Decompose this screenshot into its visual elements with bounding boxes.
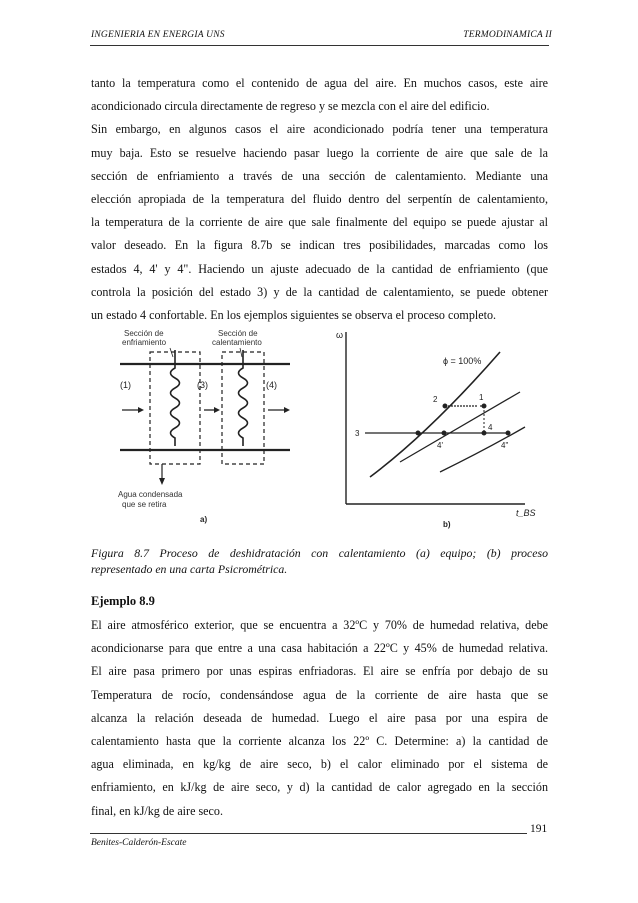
- header-rule: [90, 45, 549, 46]
- point-1-label: 1: [479, 393, 484, 402]
- figure-caption: [91, 545, 548, 577]
- page-number: 191: [530, 823, 548, 835]
- example-paragraph: [91, 614, 548, 823]
- example-line: final, en kJ/kg de aire seco.: [91, 803, 223, 818]
- intro-line: valor deseado. En la figura 8.7b se indican tres posibilidades, marcadas como los: [91, 238, 548, 253]
- intro-line: sección de enfriamiento a través de una sección de calentamiento. Mediante una: [91, 168, 548, 183]
- figure-8-7: [100, 322, 540, 532]
- example-line: El aire pasa primero por unas espiras enfriadoras. El aire se enfría por debajo de su: [91, 664, 548, 679]
- condensate-label-2: que se retira: [122, 500, 167, 509]
- intro-line: controla la posición del estado 3) y de la cantidad de calentamiento, se puede obtener: [91, 284, 548, 299]
- intro-line: la temperatura de la corriente de aire que sale finalmente del equipo se puede ajustar al: [91, 215, 548, 230]
- saturation-label: ϕ = 100%: [443, 356, 482, 366]
- point-4-label: 4: [488, 423, 493, 432]
- example-line: Temperatura de rocío, condensándose agua de la corriente de aire hasta que se: [91, 687, 548, 702]
- footer-rule: [90, 833, 527, 834]
- point-1: [482, 404, 486, 408]
- heating-section-label: Sección de: [218, 329, 258, 338]
- running-header-right: TERMODINAMICA II: [463, 30, 552, 40]
- state-4-label: (4): [266, 380, 277, 390]
- state-3-label: (3): [197, 380, 208, 390]
- example-title: Ejemplo 8.9: [91, 594, 155, 608]
- point-4-double-prime: [506, 431, 510, 435]
- point-4-double-prime-label: 4": [501, 441, 509, 450]
- footer-authors: Benites-Calderón-Escate: [91, 838, 187, 848]
- intro-line: muy baja. Esto se resuelve haciendo pasar luego la corriente de aire que sale de la: [91, 145, 548, 160]
- point-2: [443, 404, 447, 408]
- heating-section-label-2: calentamiento: [212, 338, 262, 347]
- y-axis-label: ω: [336, 330, 344, 340]
- condensate-arrow-icon: [159, 478, 165, 485]
- rh-curve: [400, 392, 520, 462]
- example-line: El aire atmosférico exterior, que se encuentra a 32ºC y 70% de humedad relativa, debe: [91, 618, 548, 632]
- intro-line: estados 4, 4' y 4". Haciendo un ajuste adecuado de la cantidad de enfriamiento (que: [91, 261, 548, 276]
- point-3-label: 3: [355, 429, 360, 438]
- caption-line: Figura 8.7 Proceso de deshidratación con calentamiento (a) equipo; (b) proceso: [91, 546, 548, 560]
- example-line: enfriamiento, en kJ/kg de aire seco, y d) la cantidad de calor agregado en la sección: [91, 780, 548, 795]
- point-4: [482, 431, 486, 435]
- cooling-section-label-2: enfriamiento: [122, 338, 167, 347]
- subfigure-b-label: b): [443, 520, 451, 529]
- intro-line: un estado 4 confortable. En los ejemplos siguientes se observa el proceso completo.: [91, 308, 497, 323]
- equipment-diagram: [120, 348, 290, 485]
- condensate-label: Agua condensada: [118, 490, 183, 499]
- subfigure-a-label: a): [200, 515, 208, 524]
- example-line: calentamiento hasta que la corriente alcanza los 22º C. Determine: a) la cantidad de: [91, 734, 548, 749]
- point-3: [416, 431, 420, 435]
- intro-paragraph: [91, 72, 548, 327]
- intro-line: elección apropiada de la temperatura del fluido dentro del serpentín de calentamiento,: [91, 192, 548, 207]
- state-1-label: (1): [120, 380, 131, 390]
- figure-8-7-svg: [100, 322, 540, 532]
- point-4-prime-label: 4': [437, 441, 443, 450]
- intro-line: Sin embargo, en algunos casos el aire acondicionado podría tener una temperatura: [91, 122, 548, 137]
- point-4-prime: [442, 431, 446, 435]
- example-line: agua eliminada, en kg/kg de aire seco, b) el calor eliminado por el sistema de: [91, 757, 548, 772]
- intro-line: tanto la temperatura como el contenido de agua del aire. En muchos casos, este aire: [91, 76, 548, 90]
- psychrometric-chart: [346, 332, 525, 504]
- running-header-left: INGENIERIA EN ENERGIA UNS: [91, 30, 225, 40]
- x-axis-label: t_BS: [516, 508, 536, 518]
- caption-line: representado en una carta Psicrométrica.: [91, 562, 288, 576]
- example-line: acondicionarse para que entre a una casa habitación a 22ºC y 45% de humedad relativa.: [91, 641, 548, 656]
- cooling-section-label: Sección de: [124, 329, 164, 338]
- intro-line: acondicionado circula directamente de regreso y se mezcla con el aire del edificio.: [91, 99, 490, 114]
- example-line: alcanza la relación deseada de humedad. Luego el aire pasa por una espira de: [91, 710, 548, 725]
- point-2-label: 2: [433, 395, 438, 404]
